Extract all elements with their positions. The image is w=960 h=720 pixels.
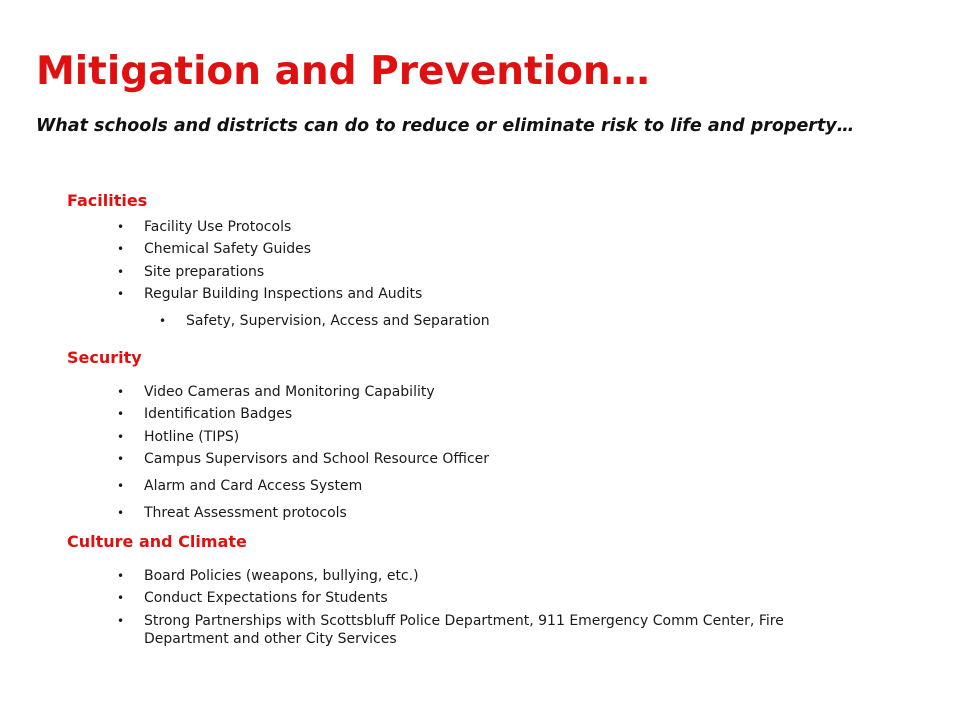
list-item-text: Hotline (TIPS) bbox=[144, 429, 240, 445]
bullet-icon: • bbox=[117, 614, 125, 628]
bullet-icon: • bbox=[117, 287, 125, 301]
list-item-text: Board Policies (weapons, bullying, etc.) bbox=[144, 568, 419, 584]
section-heading-security: Security bbox=[67, 348, 142, 367]
list-item-text: Chemical Safety Guides bbox=[144, 241, 312, 257]
list-item-text: Safety, Supervision, Access and Separation bbox=[186, 313, 490, 329]
list-item bbox=[117, 263, 265, 281]
sub-list-item bbox=[159, 312, 490, 330]
list-item-text: Identification Badges bbox=[144, 406, 293, 422]
list-item bbox=[117, 383, 435, 401]
slide-subtitle: What schools and districts can do to reduce or eliminate risk to life and property… bbox=[36, 116, 855, 136]
list-item-text: Video Cameras and Monitoring Capability bbox=[144, 384, 435, 400]
list-item-text: Facility Use Protocols bbox=[144, 219, 292, 235]
list-item bbox=[117, 428, 240, 446]
section-heading-culture-and-climate: Culture and Climate bbox=[67, 532, 247, 551]
list-item bbox=[117, 285, 423, 303]
list-item-text: Campus Supervisors and School Resource Officer bbox=[144, 451, 490, 467]
bullet-icon: • bbox=[117, 385, 125, 399]
list-item-text: Site preparations bbox=[144, 264, 265, 280]
list-item bbox=[117, 240, 312, 258]
bullet-icon: • bbox=[117, 220, 125, 234]
list-item-text: Regular Building Inspections and Audits bbox=[144, 286, 423, 302]
list-item bbox=[117, 218, 292, 236]
bullet-icon: • bbox=[117, 430, 125, 444]
list-item bbox=[117, 612, 844, 648]
bullet-icon: • bbox=[159, 314, 167, 328]
list-item bbox=[117, 477, 363, 495]
bullet-icon: • bbox=[117, 242, 125, 256]
bullet-icon: • bbox=[117, 452, 125, 466]
bullet-icon: • bbox=[117, 479, 125, 493]
bullet-icon: • bbox=[117, 407, 125, 421]
list-item bbox=[117, 450, 490, 468]
list-item-text: Strong Partnerships with Scottsbluff Police Department, 911 Emergency Comm Center, Fire Department and other City Services bbox=[144, 613, 784, 647]
list-item-text: Alarm and Card Access System bbox=[144, 478, 363, 494]
list-item bbox=[117, 589, 388, 607]
slide-title: Mitigation and Prevention… bbox=[36, 49, 650, 94]
list-item-text: Threat Assessment protocols bbox=[144, 505, 347, 521]
bullet-icon: • bbox=[117, 569, 125, 583]
list-item-text: Conduct Expectations for Students bbox=[144, 590, 388, 606]
list-item bbox=[117, 567, 419, 585]
bullet-icon: • bbox=[117, 591, 125, 605]
bullet-icon: • bbox=[117, 265, 125, 279]
list-item bbox=[117, 405, 293, 423]
list-item bbox=[117, 504, 347, 522]
bullet-icon: • bbox=[117, 506, 125, 520]
section-heading-facilities: Facilities bbox=[67, 191, 148, 210]
